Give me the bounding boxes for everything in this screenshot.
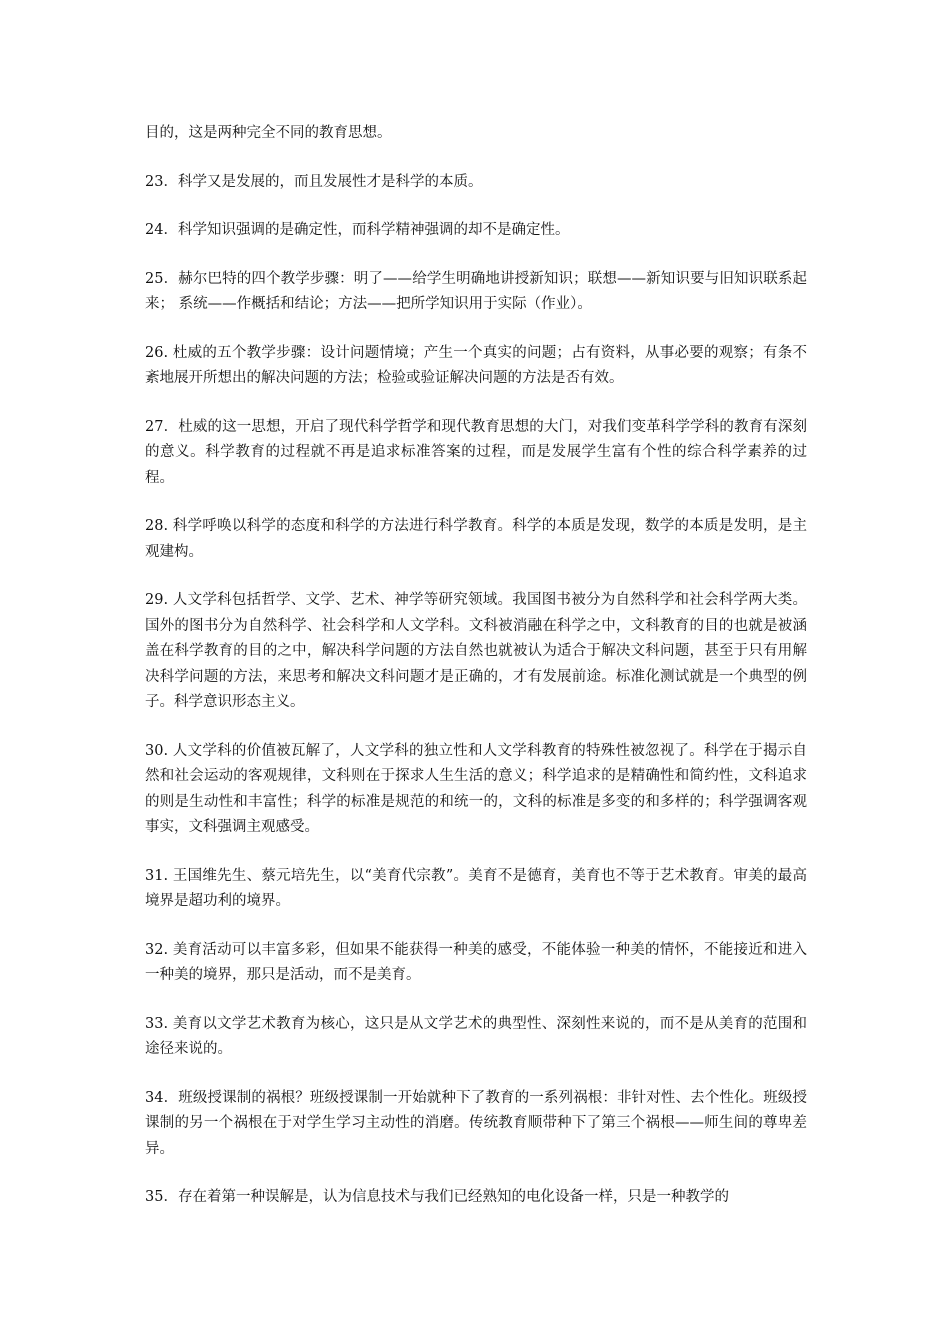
paragraph-27: 27．杜威的这一思想，开启了现代科学哲学和现代教育思想的大门，对我们变革科学学科的教育有深刻的意义。科学教育的过程就不再是追求标准答案的过程，而是发展学生富有个性的综合科学素养的过程。 <box>145 418 807 486</box>
paragraph-23: 23．科学又是发展的，而且发展性才是科学的本质。 <box>145 173 483 190</box>
paragraph-25: 25．赫尔巴特的四个教学步骤：明了——给学生明确地讲授新知识；联想——新知识要与旧知识联系起来； 系统——作概括和结论；方法——把所学知识用于实际（作业）。 <box>145 270 807 312</box>
paragraph-24: 24．科学知识强调的是确定性，而科学精神强调的却不是确定性。 <box>145 222 570 238</box>
paragraph-33: 33. 美育以文学艺术教育为核心，这只是从文学艺术的典型性、深刻性来说的，而不是从美育的范围和途径来说的。 <box>145 1015 807 1057</box>
paragraph-26: 26. 杜威的五个教学步骤：设计问题情境；产生一个真实的问题；占有资料，从事必要的观察；有条不紊地展开所想出的解决问题的方法；检验或验证解决问题的方法是否有效。 <box>145 344 807 386</box>
paragraph-31: 31. 王国维先生、蔡元培先生，以“美育代宗教”。美育不是德育，美育也不等于艺术教育。审美的最高境界是超功利的境界。 <box>145 867 807 909</box>
paragraph-35: 35．存在着第一种误解是，认为信息技术与我们已经熟知的电化设备一样，只是一种教学的 <box>145 1189 729 1205</box>
paragraph-28: 28. 科学呼唤以科学的态度和科学的方法进行科学教育。科学的本质是发现，数学的本质是发明，是主观建构。 <box>145 518 807 560</box>
document-page <box>145 121 807 1234</box>
paragraph-30: 30. 人文学科的价值被瓦解了，人文学科的独立性和人文学科教育的特殊性被忽视了。科学在于揭示自然和社会运动的客观规律，文科则在于探求人生生活的意义；科学追求的是精确性和简约性，文科追求的则是生动性和丰富性；科学的标准是规范的和统一的，文科的标准是多变的和多样的；科学强调客观事实，文科强调主观感受。 <box>145 742 807 835</box>
paragraph-32: 32. 美育活动可以丰富多彩，但如果不能获得一种美的感受，不能体验一种美的情怀，不能接近和进入一种美的境界，那只是活动，而不是美育。 <box>145 941 807 983</box>
paragraph-34: 34．班级授课制的祸根？班级授课制一开始就种下了教育的一系列祸根：非针对性、去个性化。班级授课制的另一个祸根在于对学生学习主动性的消磨。传统教育顺带种下了第三个祸根——师生间的尊卑差异。 <box>145 1089 807 1157</box>
paragraph-29: 29. 人文学科包括哲学、文学、艺术、神学等研究领域。我国图书被分为自然科学和社会科学两大类。国外的图书分为自然科学、社会科学和人文学科。文科被消融在科学之中，文科教育的目的也就是被涵盖在科学教育的目的之中，解决科学问题的方法自然也就被认为适合于解决文科问题，甚至于只有用解决科学问题的方法，来思考和解决文科问题才是正确的，才有发展前途。标准化测试就是一个典型的例子。科学意识形态主义。 <box>145 592 807 710</box>
paragraph-continuation: 目的，这是两种完全不同的教育思想。 <box>145 125 392 141</box>
